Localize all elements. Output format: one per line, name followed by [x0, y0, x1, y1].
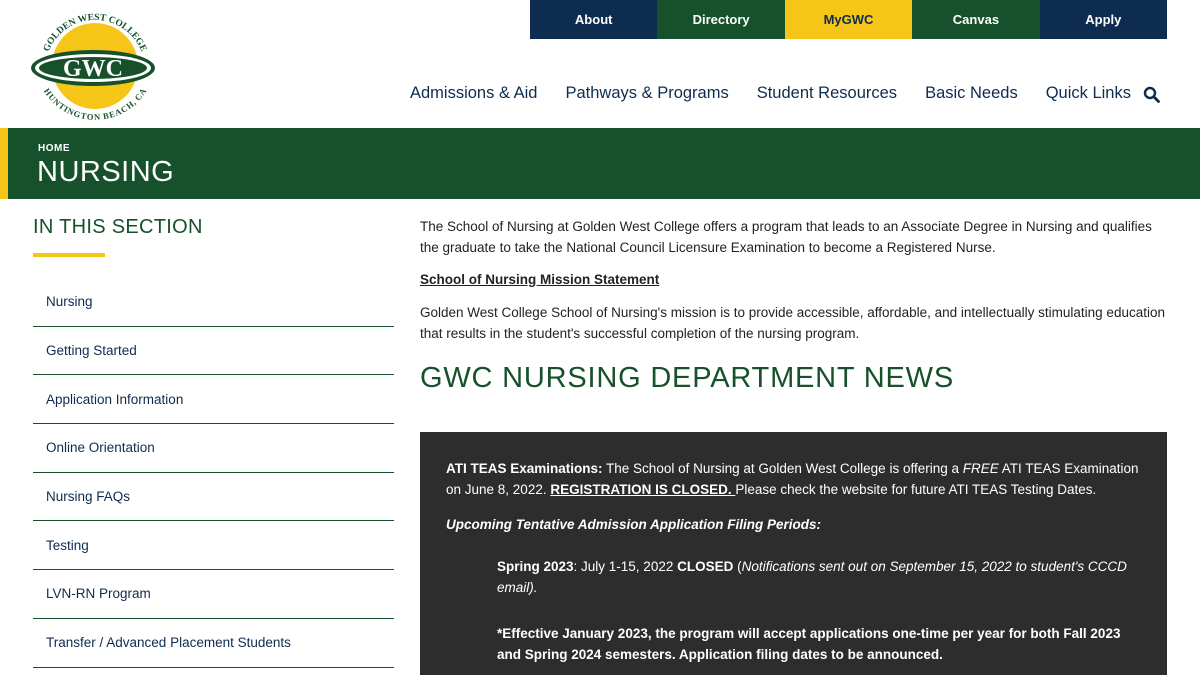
news-heading: GWC NURSING DEPARTMENT NEWS	[420, 362, 954, 394]
sidebar-item-getting-started	[33, 327, 394, 376]
sidebar-item-testing	[33, 521, 394, 570]
nav-pathways-programs[interactable]: Pathways & Programs	[565, 83, 729, 102]
sidebar-link[interactable]: Testing	[46, 537, 89, 553]
sidebar-link[interactable]: LVN-RN Program	[46, 586, 151, 602]
sidebar-link[interactable]: Application Information	[46, 391, 184, 407]
sidebar-list	[33, 278, 394, 668]
news-box	[420, 432, 1167, 675]
directory-link[interactable]: Directory	[657, 0, 784, 39]
page-title: NURSING	[37, 156, 175, 188]
sidebar-link[interactable]: Nursing	[46, 294, 93, 310]
spring-note: Notifications sent out on September 15, 2022 to student's CCCD email).	[497, 559, 1127, 595]
nav-basic-needs[interactable]: Basic Needs	[925, 83, 1018, 102]
registration-closed-link[interactable]: REGISTRATION IS CLOSED.	[550, 482, 736, 497]
sidebar-link[interactable]: Online Orientation	[46, 440, 155, 456]
teas-text: ATI TEAS Examination on June 8, 2022.	[446, 461, 1139, 497]
svg-text:GOLDEN WEST COLLEGE: GOLDEN WEST COLLEGE	[41, 12, 149, 54]
mission-statement-link[interactable]: School of Nursing Mission Statement	[420, 272, 660, 287]
spring-closed: CLOSED	[677, 559, 734, 574]
effective-note: *Effective January 2023, the program will accept applications one-time per year for both Fall 2023 and Spring 2024 semesters. Application filing dates to be announced.	[497, 626, 1121, 662]
svg-text:HUNTINGTON BEACH, CA: HUNTINGTON BEACH, CA	[41, 86, 149, 122]
intro-paragraph: The School of Nursing at Golden West College offers a program that leads to an Associate Degree in Nursing and qualifies the graduate to take the National Council Licensure Examination to become a Registered Nurse.	[420, 219, 1152, 255]
main-content	[420, 216, 1168, 395]
sidebar-link[interactable]: Transfer / Advanced Placement Students	[46, 635, 291, 651]
sidebar-link[interactable]: Nursing FAQs	[46, 489, 131, 505]
canvas-link[interactable]: Canvas	[912, 0, 1039, 39]
svg-text:GWC: GWC	[63, 56, 123, 82]
teas-label: ATI TEAS Examinations:	[446, 461, 603, 476]
spring-2023-period	[497, 556, 1141, 598]
spring-dates: : July 1-15, 2022	[573, 559, 678, 574]
sidebar-heading: IN THIS SECTION	[33, 216, 203, 238]
sidebar-item-transfer-advanced-placement	[33, 619, 394, 668]
nav-quick-links[interactable]: Quick Links	[1045, 83, 1131, 102]
main-nav	[396, 80, 1145, 106]
utility-nav	[530, 0, 1167, 39]
filing-periods-heading: Upcoming Tentative Admission Application Filing Periods:	[446, 517, 822, 532]
nav-student-resources[interactable]: Student Resources	[756, 83, 898, 102]
sidebar-link[interactable]: Getting Started	[46, 343, 137, 359]
nav-admissions-aid[interactable]: Admissions & Aid	[410, 83, 538, 102]
section-sidebar	[33, 216, 394, 668]
sidebar-item-nursing	[33, 278, 394, 327]
teas-free: FREE	[962, 461, 999, 476]
sidebar-heading-underline	[33, 253, 105, 257]
spring-note-open: (	[733, 559, 742, 574]
sidebar-item-online-orientation	[33, 424, 394, 473]
site-header	[0, 0, 1200, 128]
sidebar-item-nursing-faqs	[33, 473, 394, 522]
sidebar-item-application-information	[33, 375, 394, 424]
spring-label: Spring 2023	[497, 559, 574, 574]
mygwc-link[interactable]: MyGWC	[785, 0, 912, 39]
breadcrumb-home[interactable]: HOME	[38, 143, 70, 154]
apply-link[interactable]: Apply	[1040, 0, 1167, 39]
mission-paragraph: Golden West College School of Nursing's mission is to provide accessible, affordable, and intellectually stimulating education that results in the student's successful completion of the nursing program.	[420, 305, 1165, 341]
search-icon[interactable]	[1143, 86, 1161, 104]
sidebar-item-lvn-rn-program	[33, 570, 394, 619]
page-banner	[0, 128, 1200, 199]
gwc-logo[interactable]	[30, 4, 160, 122]
teas-text: Please check the website for future ATI TEAS Testing Dates.	[735, 482, 1097, 497]
teas-announcement	[446, 458, 1141, 500]
about-link[interactable]: About	[530, 0, 657, 39]
teas-text: The School of Nursing at Golden West College is offering a	[602, 461, 963, 476]
